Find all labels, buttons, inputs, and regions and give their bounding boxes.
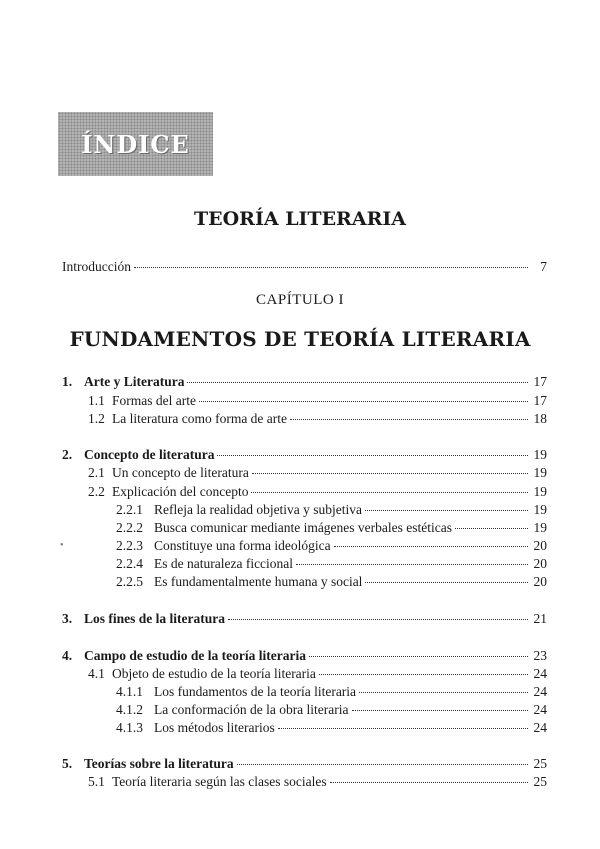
chapter-label: CAPÍTULO I bbox=[256, 292, 344, 308]
toc-entry-1-1[interactable] bbox=[88, 392, 547, 410]
toc-entry-page: 19 bbox=[533, 520, 547, 535]
toc-leader-dots bbox=[309, 656, 528, 657]
toc-entry-page: 20 bbox=[533, 574, 547, 589]
toc-leader-dots bbox=[296, 564, 528, 565]
toc-entry-4-1-1[interactable] bbox=[116, 683, 547, 701]
chapter-title: FUNDAMENTOS DE TEORÍA LITERARIA bbox=[69, 327, 531, 351]
toc-entry-text: Concepto de literatura bbox=[84, 447, 215, 462]
toc-leader-dots bbox=[237, 764, 528, 765]
toc-entry-text: La literatura como forma de arte bbox=[112, 411, 288, 426]
toc-entry-text: Objeto de estudio de la teoría literaria bbox=[112, 666, 316, 681]
toc-leader-dots bbox=[352, 710, 528, 711]
toc-leader-dots bbox=[290, 419, 528, 420]
toc-entry-3[interactable] bbox=[62, 610, 547, 628]
toc-entry-page: 19 bbox=[533, 502, 547, 517]
toc-entry-2-2-5[interactable] bbox=[116, 573, 547, 591]
toc-leader-dots bbox=[330, 782, 528, 783]
toc-entry-page: 25 bbox=[533, 774, 547, 789]
toc-entry-number: 2.2.3 bbox=[116, 538, 143, 553]
toc-entry-number: 1. bbox=[62, 374, 73, 389]
toc-entry-text: Constituye una forma ideológica bbox=[154, 538, 331, 553]
toc-entry-page: 25 bbox=[533, 756, 547, 771]
toc-entry-2-1[interactable] bbox=[88, 464, 547, 482]
toc-entry-text: Es de naturaleza ficcional bbox=[154, 556, 294, 571]
toc-entry-page: 17 bbox=[533, 393, 547, 408]
toc-entry-number: 2.2 bbox=[88, 484, 105, 499]
toc-leader-dots bbox=[334, 546, 528, 547]
toc-entry-number: 2. bbox=[62, 447, 73, 462]
toc-entry-text: Un concepto de literatura bbox=[112, 465, 249, 480]
toc-entry-page: 18 bbox=[533, 411, 547, 426]
toc-entry-2-2-3[interactable] bbox=[116, 537, 547, 555]
toc-leader-dots bbox=[455, 528, 528, 529]
toc-entry-number: 5.1 bbox=[88, 774, 105, 789]
toc-entry-page: 19 bbox=[533, 447, 547, 462]
index-heading: ÍNDICE bbox=[81, 129, 190, 159]
toc-entry-page: 7 bbox=[540, 259, 547, 274]
toc-entry-number: 4.1 bbox=[88, 666, 105, 681]
toc-entry-number: 4. bbox=[62, 648, 73, 663]
toc-entry-number: 5. bbox=[62, 756, 73, 771]
toc-leader-dots bbox=[359, 692, 528, 693]
toc-entry-page: 21 bbox=[533, 611, 547, 626]
toc-entry-4[interactable] bbox=[62, 647, 547, 665]
toc-entry-4-1-2[interactable] bbox=[116, 701, 547, 719]
toc-leader-dots bbox=[217, 455, 528, 456]
toc-entry-number: 1.1 bbox=[88, 393, 105, 408]
toc-entry-4-1[interactable] bbox=[88, 665, 547, 683]
toc-entry-2-2[interactable] bbox=[88, 483, 547, 501]
toc-entry-text: Explicación del concepto bbox=[112, 484, 249, 499]
toc-entry-text: Refleja la realidad objetiva y subjetiva bbox=[154, 502, 363, 517]
toc-entry-1-2[interactable] bbox=[88, 410, 547, 428]
toc-entry-2-2-4[interactable] bbox=[116, 555, 547, 573]
toc-entry-introduction[interactable] bbox=[62, 258, 547, 276]
toc-entry-number: 3. bbox=[62, 611, 73, 626]
book-title: TEORÍA LITERARIA bbox=[193, 208, 407, 230]
toc-entry-number: 2.2.2 bbox=[116, 520, 143, 535]
toc-entry-text: Introducción bbox=[62, 259, 131, 274]
toc-leader-dots bbox=[319, 674, 528, 675]
toc-leader-dots bbox=[252, 473, 528, 474]
toc-entry-text: Teorías sobre la literatura bbox=[84, 756, 234, 771]
toc-leader-dots bbox=[278, 728, 528, 729]
toc-entry-number: 2.2.5 bbox=[116, 574, 143, 589]
toc-entry-number: 4.1.3 bbox=[116, 720, 143, 735]
toc-entry-page: 24 bbox=[533, 684, 547, 699]
toc-entry-page: 24 bbox=[533, 720, 547, 735]
toc-entry-text: Campo de estudio de la teoría literaria bbox=[84, 648, 306, 663]
toc-entry-text: Formas del arte bbox=[112, 393, 196, 408]
toc-leader-dots bbox=[251, 492, 528, 493]
index-heading-box bbox=[58, 112, 213, 176]
toc-entry-2-2-1[interactable] bbox=[116, 501, 547, 519]
toc-leader-dots bbox=[187, 382, 528, 383]
toc-entry-page: 19 bbox=[533, 465, 547, 480]
toc-entry-5[interactable] bbox=[62, 755, 547, 773]
toc-entry-4-1-3[interactable] bbox=[116, 719, 547, 737]
toc-entry-number: 2.1 bbox=[88, 465, 105, 480]
toc-entry-text: Teoría literaria según las clases sociales bbox=[112, 774, 327, 789]
toc-leader-dots bbox=[365, 582, 528, 583]
toc-entry-number: 4.1.1 bbox=[116, 684, 143, 699]
toc-entry-number: 2.2.4 bbox=[116, 556, 143, 571]
toc-entry-page: 24 bbox=[533, 702, 547, 717]
toc-entry-text: Los fundamentos de la teoría literaria bbox=[154, 684, 357, 699]
toc-entry-number: 1.2 bbox=[88, 411, 105, 426]
toc-entry-1[interactable] bbox=[62, 373, 547, 391]
toc-entry-page: 19 bbox=[533, 484, 547, 499]
toc-entry-text: Los fines de la literatura bbox=[84, 611, 225, 626]
toc-entry-text: Busca comunicar mediante imágenes verbales estéticas bbox=[154, 520, 453, 535]
toc-leader-dots bbox=[199, 401, 528, 402]
toc-entry-5-1[interactable] bbox=[88, 773, 547, 791]
toc-leader-dots bbox=[228, 619, 528, 620]
toc-entry-page: 23 bbox=[533, 648, 547, 663]
scan-speck-mark: • bbox=[60, 540, 64, 551]
toc-entry-page: 24 bbox=[533, 666, 547, 681]
toc-leader-dots bbox=[134, 267, 528, 268]
toc-entry-number: 2.2.1 bbox=[116, 502, 143, 517]
toc-leader-dots bbox=[365, 510, 528, 511]
toc-entry-page: 20 bbox=[533, 556, 547, 571]
toc-entry-text: Es fundamentalmente humana y social bbox=[154, 574, 363, 589]
toc-entry-page: 17 bbox=[533, 374, 547, 389]
toc-entry-page: 20 bbox=[533, 538, 547, 553]
toc-entry-number: 4.1.2 bbox=[116, 702, 143, 717]
toc-entry-text: Los métodos literarios bbox=[154, 720, 275, 735]
toc-entry-2[interactable] bbox=[62, 446, 547, 464]
toc-entry-text: La conformación de la obra literaria bbox=[154, 702, 349, 717]
toc-entry-text: Arte y Literatura bbox=[84, 374, 185, 389]
toc-entry-2-2-2[interactable] bbox=[116, 519, 547, 537]
